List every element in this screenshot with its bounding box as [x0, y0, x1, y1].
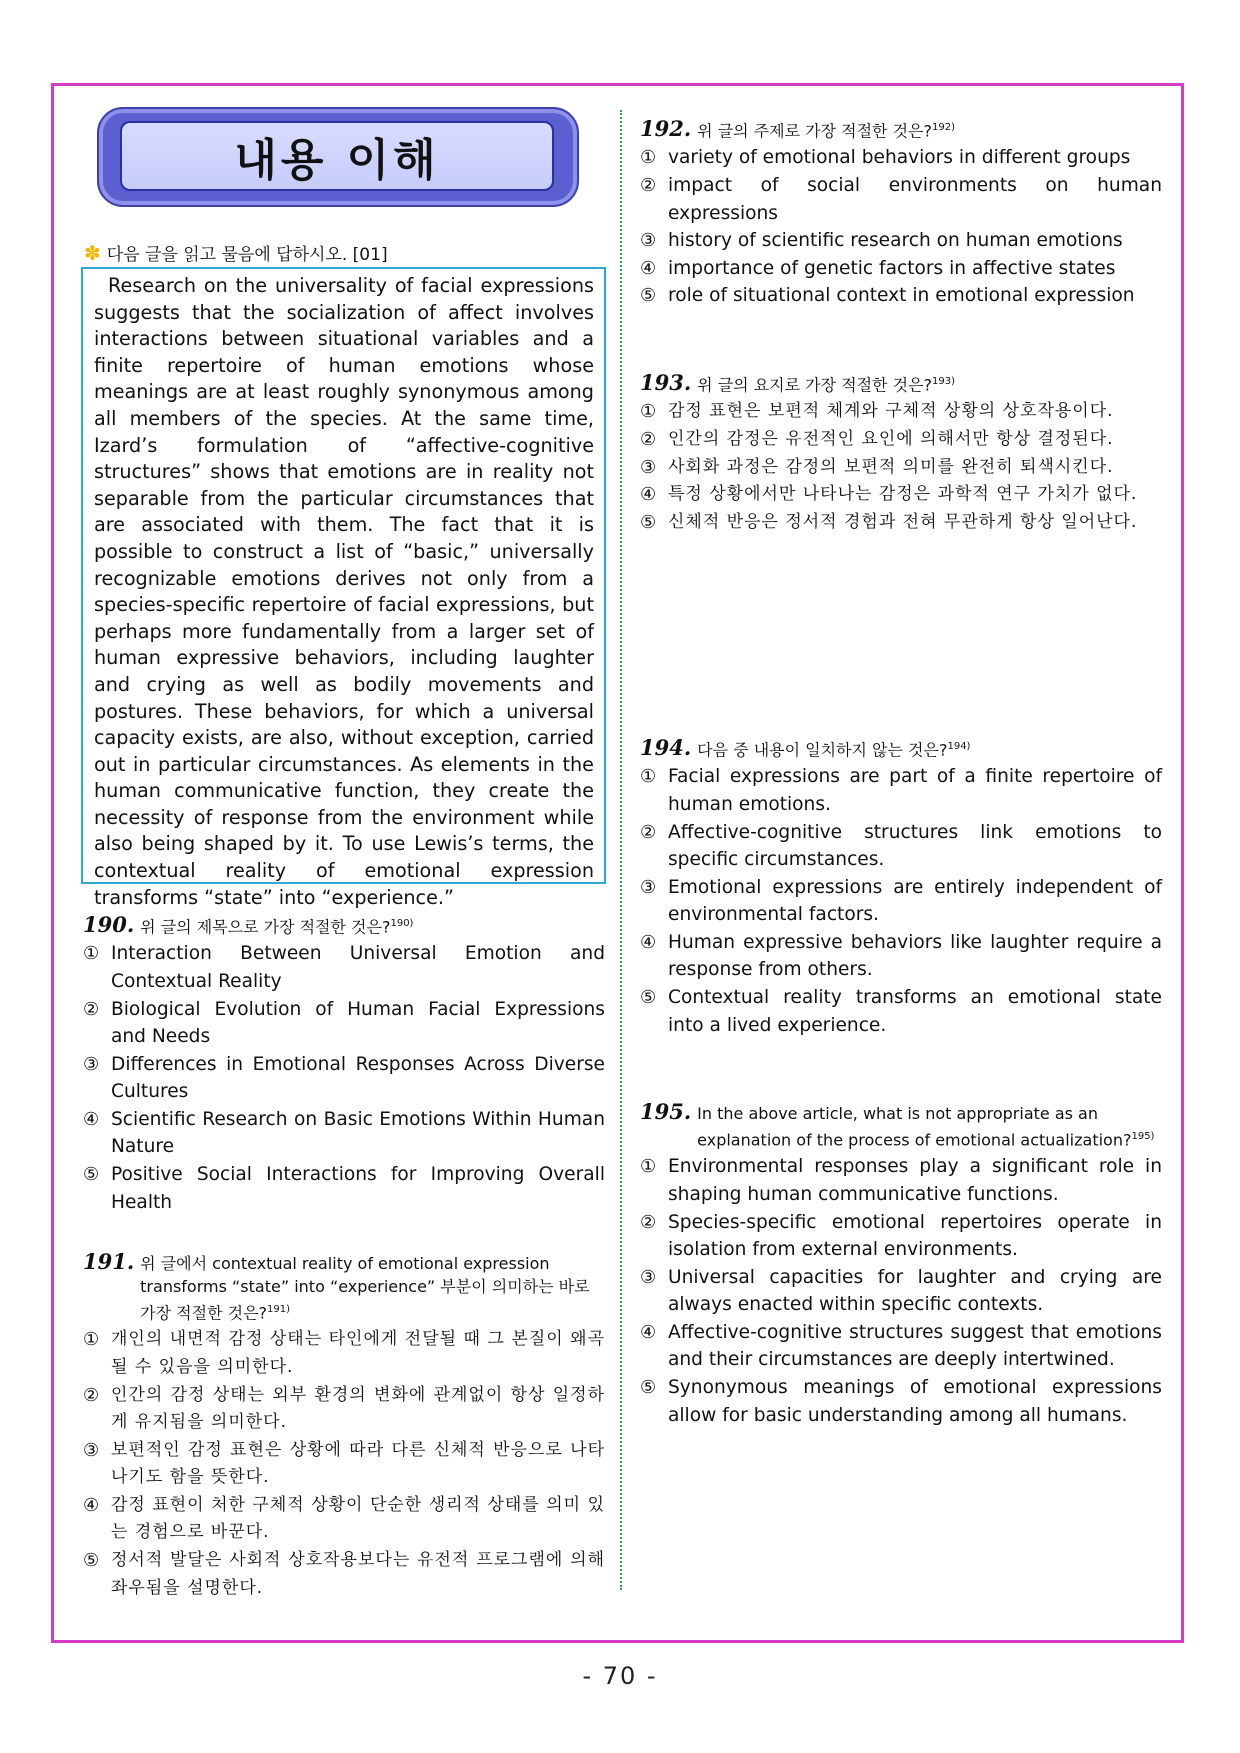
option-4[interactable]: ④ 감정 표현이 처한 구체적 상황이 단순한 생리적 상태를 의미 있는 경험으로 바꾼다. — [83, 1494, 605, 1543]
option-1[interactable]: ① variety of emotional behaviors in different groups — [640, 147, 1131, 169]
footnote-ref: 190) — [390, 918, 414, 929]
option-2[interactable]: ② 인간의 감정은 유전적인 요인에 의해서만 항상 결정된다. — [640, 428, 1114, 450]
option-5[interactable]: ⑤ Positive Social Interactions for Improving Overall Health — [83, 1164, 605, 1213]
option-5[interactable]: ⑤ role of situational context in emotional expression — [640, 285, 1135, 307]
option-1[interactable]: ① 감정 표현은 보편적 체계와 구체적 상황의 상호작용이다. — [640, 401, 1114, 423]
footnote-ref: 191) — [267, 1304, 291, 1315]
question-text: 다음 중 내용이 일치하지 않는 것은? — [697, 740, 948, 760]
question-text: 위 글의 주제로 가장 적절한 것은? — [697, 121, 933, 141]
option-2[interactable]: ② Affective-cognitive structures link emotions to specific circumstances. — [640, 821, 1162, 871]
question-number: 194. — [640, 735, 692, 761]
flower-icon: ✽ — [84, 240, 101, 265]
question-190 — [83, 912, 605, 1216]
option-5[interactable]: ⑤ 신체적 반응은 정서적 경험과 전혀 무관하게 항상 일어난다. — [640, 511, 1138, 533]
option-2[interactable]: ② Biological Evolution of Human Facial Expressions and Needs — [83, 998, 605, 1048]
option-4[interactable]: ④ Affective-cognitive structures suggest that emotions and their circumstances are deeply intertwined. — [640, 1321, 1162, 1371]
option-4[interactable]: ④ Scientific Research on Basic Emotions Within Human Nature — [83, 1108, 605, 1158]
question-number: 192. — [640, 116, 692, 142]
question-number: 193. — [640, 370, 692, 396]
question-194 — [640, 735, 1162, 1039]
question-number: 195. — [640, 1099, 692, 1124]
question-193 — [640, 370, 1162, 536]
page-number: - 70 - — [582, 1662, 658, 1690]
option-5[interactable]: ⑤ Synonymous meanings of emotional expressions allow for basic understanding among all humans. — [640, 1377, 1162, 1426]
option-4[interactable]: ④ Human expressive behaviors like laughter require a response from others. — [640, 931, 1162, 981]
passage-text: Research on the universality of facial expressions suggests that the socialization of affect involves interactions between situational variables and a finite repertoire of human emotions whose meanings are at least roughly synonymous among all members of the species. At the same time, Izard’s formulation of “affective-cognitive structures” shows that emotions are in reality not separable from the particular circumstances that are associated with them. The fact that it is possible to construct a list of “basic,” universally recognizable emotions derives not only from a species-specific repertoire of facial expressions, but perhaps more fundamentally from a larger set of human expressive behaviors, including laughter and crying as well as bodily movements and postures. These behaviors, for which a universal capacity exists, are also, without exception, carried out in particular circumstances. As elements in the human communicative function, they create the necessity of response from the environment while also being shaped by it. To use Lewis’s terms, the contextual reality of emotional expression transforms “state” into “experience.” — [94, 274, 594, 909]
option-4[interactable]: ④ importance of genetic factors in affective states — [640, 257, 1116, 279]
option-3[interactable]: ③ 사회화 과정은 감정의 보편적 의미를 완전히 퇴색시킨다. — [640, 456, 1114, 478]
option-1[interactable]: ① 개인의 내면적 감정 상태는 타인에게 전달될 때 그 본질이 왜곡될 수 있음을 의미한다. — [83, 1329, 605, 1377]
title-box — [120, 121, 554, 191]
option-5[interactable]: ⑤ Contextual reality transforms an emotional state into a lived experience. — [640, 987, 1162, 1036]
question-text: 위 글의 요지로 가장 적절한 것은? — [697, 375, 933, 395]
question-number: 191. — [83, 1249, 135, 1274]
footnote-ref: 193) — [932, 376, 956, 387]
option-1[interactable]: ① Environmental responses play a significant role in shaping human communicative functions. — [640, 1156, 1162, 1205]
option-3[interactable]: ③ history of scientific research on human emotions — [640, 230, 1123, 252]
option-2[interactable]: ② 인간의 감정 상태는 외부 환경의 변화에 관계없이 항상 일정하게 유지됨을 의미한다. — [83, 1384, 605, 1433]
option-1[interactable]: ① Interaction Between Universal Emotion and Contextual Reality — [83, 943, 605, 992]
option-3[interactable]: ③ Universal capacities for laughter and crying are always enacted within specific contexts. — [640, 1266, 1162, 1316]
option-1[interactable]: ① Facial expressions are part of a finite repertoire of human emotions. — [640, 766, 1162, 815]
option-2[interactable]: ② Species-specific emotional repertoires operate in isolation from external environments. — [640, 1211, 1162, 1261]
column-divider — [620, 110, 622, 1590]
option-3[interactable]: ③ Emotional expressions are entirely independent of environmental factors. — [640, 876, 1162, 926]
question-text: 위 글의 제목으로 가장 적절한 것은? — [140, 917, 391, 937]
footnote-ref: 194) — [947, 741, 971, 752]
reading-passage — [81, 267, 606, 909]
instruction — [84, 240, 388, 265]
option-3[interactable]: ③ Differences in Emotional Responses Across Diverse Cultures — [83, 1053, 605, 1103]
option-5[interactable]: ⑤ 정서적 발달은 사회적 상호작용보다는 유전적 프로그램에 의해 좌우됨을 설명한다. — [83, 1550, 605, 1598]
option-4[interactable]: ④ 특정 상황에서만 나타나는 감정은 과학적 연구 가치가 없다. — [640, 484, 1138, 506]
footnote-ref: 192) — [932, 122, 956, 133]
question-text: In the above article, what is not appropriate as an explanation of the process of emotional actualization? — [697, 1104, 1132, 1150]
question-192 — [640, 116, 1162, 310]
page-title: 내용 이해 — [234, 135, 440, 186]
option-3[interactable]: ③ 보편적인 감정 표현은 상황에 따라 다른 신체적 반응으로 나타나기도 함을 뜻한다. — [83, 1439, 605, 1488]
footnote-ref: 195) — [1131, 1131, 1155, 1142]
instruction-text: 다음 글을 읽고 물음에 답하시오. [01] — [106, 245, 388, 265]
question-text: 위 글에서 contextual reality of emotional expression transforms “state” into “experience” 부분이 의미하는 바로 가장 적절한 것은? — [140, 1254, 590, 1323]
question-195 — [640, 1100, 1162, 1429]
question-191 — [83, 1250, 605, 1602]
question-number: 190. — [83, 912, 135, 938]
option-2[interactable]: ② impact of social environments on human expressions — [640, 174, 1162, 224]
